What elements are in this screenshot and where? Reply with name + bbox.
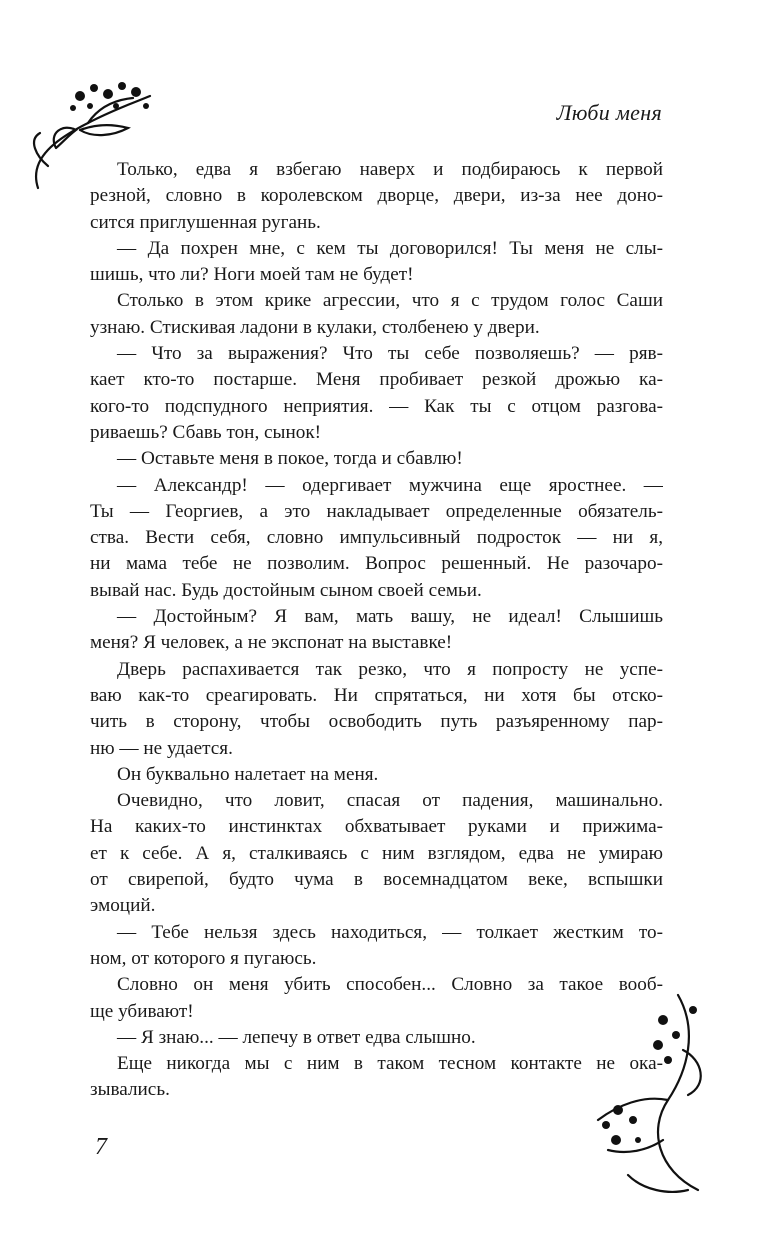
text-line: ваю как-то среагировать. Ни спрятаться, ни хотя бы отско-: [90, 684, 663, 706]
text-line: ню — не удается.: [90, 737, 233, 759]
text-line: зывались.: [90, 1079, 170, 1101]
text-line: — Оставьте меня в покое, тогда и сбавлю!: [117, 448, 463, 470]
text-line: риваешь? Сбавь тон, сынок!: [90, 421, 322, 443]
text-line: ни мама тебе не позволим. Вопрос решенный. Не разочаро-: [90, 553, 663, 575]
text-line: Очевидно, что ловит, спасая от падения, машинально.: [117, 790, 663, 812]
text-line: Только, едва я взбегаю наверх и подбираюсь к первой: [117, 159, 663, 180]
text-line: Дверь распахивается так резко, что я попросту не успе-: [117, 658, 663, 680]
text-line: сится приглушенная ругань.: [90, 211, 321, 233]
text-line: — Я знаю... — лепечу в ответ едва слышно.: [117, 1026, 476, 1048]
text-line: Столько в этом крике агрессии, что я с трудом голос Саши: [117, 290, 663, 312]
text-line: — Александр! — одергивает мужчина еще яростнее. —: [117, 474, 663, 496]
text-line: ства. Вести себя, словно импульсивный подросток — ни я,: [90, 527, 663, 549]
text-line: — Тебе нельзя здесь находиться, — толкает жестким то-: [117, 921, 663, 943]
text-line: Еще никогда мы с ним в таком тесном контакте не ока-: [117, 1053, 663, 1075]
text-line: Он буквально налетает на меня.: [117, 763, 379, 785]
text-line: резной, словно в королевском дворце, двери, из-за нее доно-: [90, 185, 663, 207]
text-line: чить в сторону, чтобы освободить путь разъяренному пар-: [90, 711, 663, 733]
text-line: На каких-то инстинктах обхватывает руками и прижима-: [90, 816, 663, 838]
running-title: Люби меня: [556, 100, 662, 125]
text-line: кает кто-то постарше. Меня пробивает резкой дрожью ка-: [90, 369, 663, 391]
floral-ornament-bottom-right: [588, 990, 723, 1200]
text-line: — Достойным? Я вам, мать вашу, не идеал! Слышишь: [117, 606, 663, 628]
text-line: ном, от которого я пугаюсь.: [90, 947, 317, 969]
text-line: ще убивают!: [90, 1000, 194, 1022]
text-line: эмоций.: [90, 895, 156, 917]
text-line: от свирепой, будто чума в восемнадцатом веке, вспышки: [90, 869, 663, 891]
text-line: — Да похрен мне, с кем ты договорился! Ты меня не слы-: [117, 237, 663, 259]
page-number: 7: [95, 1134, 107, 1160]
text-line: ет к себе. А я, сталкиваясь с ним взглядом, едва не умираю: [90, 842, 663, 864]
text-line: Словно он меня убить способен... Словно за такое вооб-: [117, 974, 663, 996]
text-line: узнаю. Стискивая ладони в кулаки, столбенею у двери.: [90, 316, 540, 338]
text-line: Ты — Георгиев, а это накладывает определенные обязатель-: [90, 500, 663, 522]
body-text: [90, 157, 663, 1104]
text-line: кого-то подспудного неприятия. — Как ты с отцом разгова-: [90, 395, 663, 417]
text-line: — Что за выражения? Что ты себе позволяешь? — ряв-: [117, 343, 663, 365]
text-line: вывай нас. Будь достойным сыном своей семьи.: [90, 579, 482, 601]
text-line: меня? Я человек, а не экспонат на выставке!: [90, 632, 453, 654]
text-line: шишь, что ли? Ноги моей там не будет!: [90, 264, 414, 286]
